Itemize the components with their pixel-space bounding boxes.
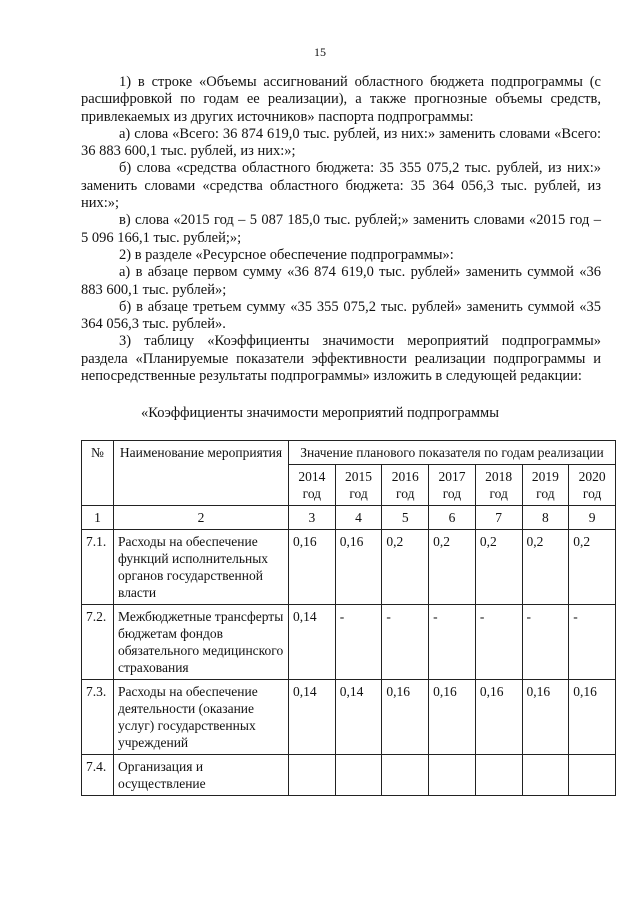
row-name: Межбюджетные трансферты бюджетам фондов обязательного медицинского страхования (114, 605, 289, 680)
year-header: 2018 год (475, 465, 522, 506)
column-number: 6 (429, 506, 476, 530)
column-number: 1 (82, 506, 114, 530)
body-text (81, 74, 601, 385)
year-header: 2015 год (335, 465, 382, 506)
table-row (82, 530, 616, 605)
column-number: 4 (335, 506, 382, 530)
paragraph: 2) в разделе «Ресурсное обеспечение подпрограммы»: (119, 246, 454, 263)
column-number-row (82, 506, 616, 530)
row-value: 0,16 (522, 680, 569, 755)
year-header: 2019 год (522, 465, 569, 506)
row-name: Организация и осуществление (114, 755, 289, 796)
row-value: 0,16 (569, 680, 616, 755)
row-value: 0,16 (289, 530, 336, 605)
paragraph: б) слова «средства областного бюджета: 35 355 075,2 тыс. рублей, из них:» заменить словами «средства областного бюджета: 35 364 056,3 тыс. рублей, из них:»; (81, 160, 601, 212)
row-value (289, 755, 336, 796)
header-number: № (82, 441, 114, 506)
row-name: Расходы на обеспечение функций исполнительных органов государственной власти (114, 530, 289, 605)
row-number: 7.4. (82, 755, 114, 796)
column-number: 8 (522, 506, 569, 530)
row-value: 0,16 (475, 680, 522, 755)
column-number: 2 (114, 506, 289, 530)
row-number: 7.1. (82, 530, 114, 605)
year-header: 2017 год (429, 465, 476, 506)
row-value: - (429, 605, 476, 680)
row-value: 0,14 (335, 680, 382, 755)
row-value (335, 755, 382, 796)
page-number: 15 (314, 45, 326, 59)
row-value: 0,2 (569, 530, 616, 605)
row-number: 7.3. (82, 680, 114, 755)
row-value: 0,14 (289, 605, 336, 680)
paragraph: а) слова «Всего: 36 874 619,0 тыс. рублей, из них:» заменить словами «Всего: 36 883 600,1 тыс. рублей, из них:»; (81, 125, 601, 160)
row-value: 0,14 (289, 680, 336, 755)
table-caption: «Коэффициенты значимости мероприятий подпрограммы (141, 405, 499, 421)
table-row (82, 755, 616, 796)
row-value: - (569, 605, 616, 680)
table-row (82, 680, 616, 755)
paragraph: в) слова «2015 год – 5 087 185,0 тыс. рублей;» заменить словами «2015 год – 5 096 166,1 тыс. рублей;»; (81, 212, 601, 246)
row-value (522, 755, 569, 796)
row-value: - (475, 605, 522, 680)
row-value (569, 755, 616, 796)
row-value: - (335, 605, 382, 680)
row-value (382, 755, 429, 796)
row-value (429, 755, 476, 796)
paragraph: а) в абзаце первом сумму «36 874 619,0 тыс. рублей» заменить суммой «36 883 600,1 тыс. рублей»; (81, 264, 601, 298)
row-value: 0,2 (522, 530, 569, 605)
row-value: 0,16 (429, 680, 476, 755)
row-value: 0,2 (382, 530, 429, 605)
row-name: Расходы на обеспечение деятельности (оказание услуг) государственных учреждений (114, 680, 289, 755)
column-number: 5 (382, 506, 429, 530)
row-value: 0,16 (335, 530, 382, 605)
coefficients-table (81, 440, 616, 796)
year-header: 2016 год (382, 465, 429, 506)
row-value: 0,16 (382, 680, 429, 755)
paragraph: 1) в строке «Объемы ассигнований областного бюджета подпрограммы (с расшифровкой по годам ее реализации), а также прогнозные объемы средств, привлекаемых из других источников» паспорта подпрограммы: (81, 74, 601, 125)
paragraph: 3) таблицу «Коэффициенты значимости мероприятий подпрограммы» раздела «Планируемые показатели эффективности реализации подпрограммы и непосредственные результаты подпрограммы» изложить в следующей редакции: (81, 333, 601, 385)
row-number: 7.2. (82, 605, 114, 680)
table-row (82, 605, 616, 680)
row-value: - (522, 605, 569, 680)
row-value: 0,2 (429, 530, 476, 605)
column-number: 9 (569, 506, 616, 530)
year-header: 2014 год (289, 465, 336, 506)
table-header-row (82, 441, 616, 465)
row-value: 0,2 (475, 530, 522, 605)
paragraph: б) в абзаце третьем сумму «35 355 075,2 тыс. рублей» заменить суммой «35 364 056,3 тыс. рублей». (81, 298, 601, 333)
year-header: 2020 год (569, 465, 616, 506)
column-number: 3 (289, 506, 336, 530)
header-values: Значение планового показателя по годам реализации (289, 441, 616, 465)
header-name: Наименование мероприятия (114, 441, 289, 506)
row-value: - (382, 605, 429, 680)
row-value (475, 755, 522, 796)
column-number: 7 (475, 506, 522, 530)
